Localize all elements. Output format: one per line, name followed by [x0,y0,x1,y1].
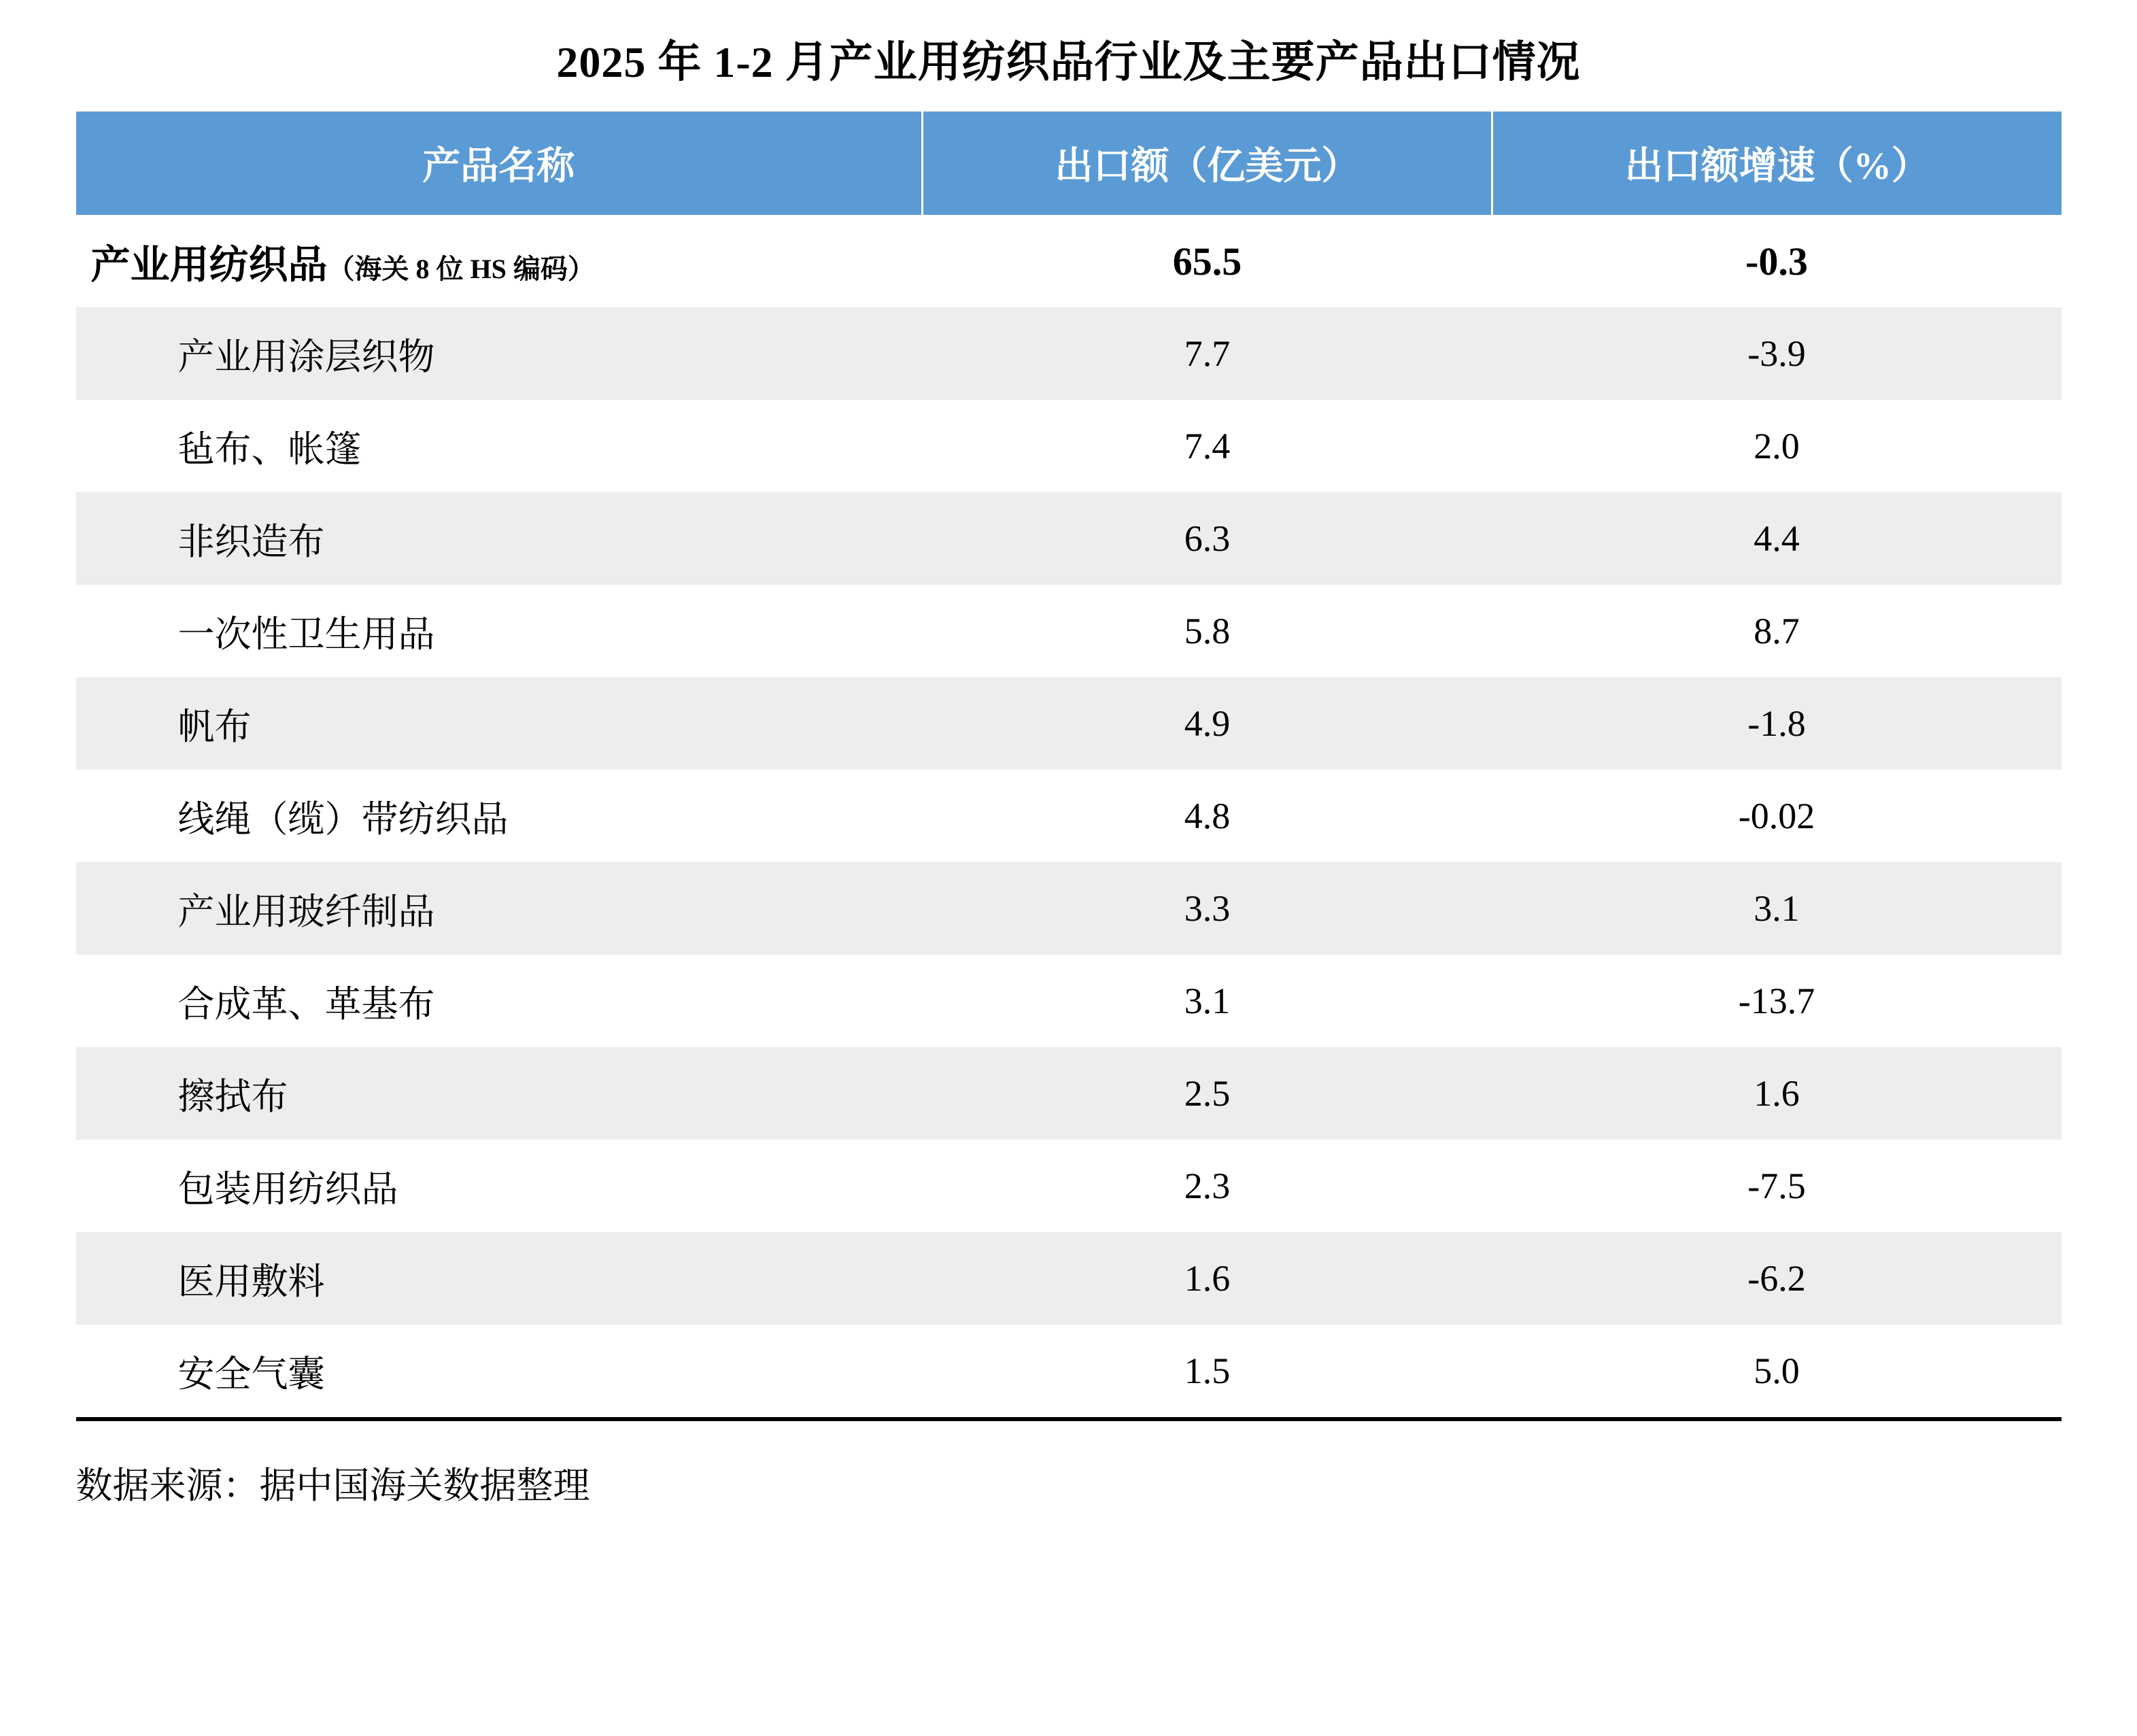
cell-product-name [76,215,923,307]
cell-export-value: 2.3 [1184,1165,1231,1206]
cell-product-name: 产业用涂层织物 [76,307,923,400]
cell-export-value: 2.5 [923,1047,1492,1140]
table-row [76,1232,2062,1325]
cell-product-name: 擦拭布 [76,1047,923,1140]
cell-product-name: 医用敷料 [76,1232,923,1325]
cell-export-growth: 8.7 [1754,611,1800,651]
cell-export-growth: 2.0 [1754,426,1800,466]
table-row [76,677,2062,770]
table-body [76,215,2062,1417]
cell-export-growth: 3.1 [1492,862,2062,955]
cell-product-name: 合成革、革基布 [177,983,435,1025]
table-row [76,770,2062,862]
cell-export-value: 1.5 [1184,1350,1231,1391]
table-row [76,400,2062,492]
column-header-export-growth: 出口额增速（%） [1492,112,2062,215]
cell-export-growth: 1.6 [1492,1047,2062,1140]
cell-export-value: 3.3 [923,862,1492,955]
total-name-sub: （海关 8 位 HS 编码） [327,254,595,284]
cell-product-name: 一次性卫生用品 [177,613,435,655]
cell-export-value: 4.9 [923,677,1492,770]
table-row [76,1047,2062,1140]
table-row [76,862,2062,955]
table-row [76,955,2062,1047]
cell-product-name: 产业用玻纤制品 [76,862,923,955]
cell-export-growth: -0.02 [1738,796,1815,836]
cell-product-name: 安全气囊 [177,1353,325,1395]
page-title: 2025 年 1-2 月产业用纺织品行业及主要产品出口情况 [556,38,1581,86]
cell-export-value: 7.7 [923,307,1492,400]
cell-export-growth: -6.2 [1492,1232,2062,1325]
cell-product-name: 帆布 [76,677,923,770]
cell-export-value: 4.8 [1184,796,1231,836]
column-header-export-value: 出口额（亿美元） [923,112,1492,215]
export-data-table [76,112,2062,1417]
cell-export-growth: 4.4 [1492,492,2062,585]
cell-product-name: 线绳（缆）带纺织品 [177,798,509,840]
table-row [76,1325,2062,1417]
cell-export-value: 1.6 [923,1232,1492,1325]
cell-export-value: 3.1 [1184,981,1231,1021]
total-name-main: 产业用纺织品 [90,243,328,287]
cell-product-name: 非织造布 [76,492,923,585]
table-row [76,585,2062,677]
cell-export-value: 65.5 [923,215,1492,307]
cell-export-growth: -1.8 [1492,677,2062,770]
table-header [76,112,2062,215]
cell-export-value: 7.4 [1184,426,1231,466]
cell-product-name: 毡布、帐篷 [177,428,362,470]
cell-export-growth: 5.0 [1754,1350,1800,1391]
cell-export-growth: -7.5 [1747,1165,1806,1206]
table-row-total [76,215,2062,307]
cell-export-growth: -13.7 [1738,981,1815,1021]
table-row [76,1140,2062,1232]
cell-export-value: 6.3 [923,492,1492,585]
cell-product-name: 包装用纺织品 [177,1168,398,1210]
table-row [76,307,2062,400]
column-header-product-name: 产品名称 [76,112,923,215]
cell-export-growth: -3.9 [1492,307,2062,400]
source-note: 数据来源：据中国海关数据整理 [75,1465,590,1506]
table-header-row [76,112,2062,215]
cell-export-value: 5.8 [1184,611,1231,651]
table-row [76,492,2062,585]
cell-export-growth: -0.3 [1492,215,2062,307]
